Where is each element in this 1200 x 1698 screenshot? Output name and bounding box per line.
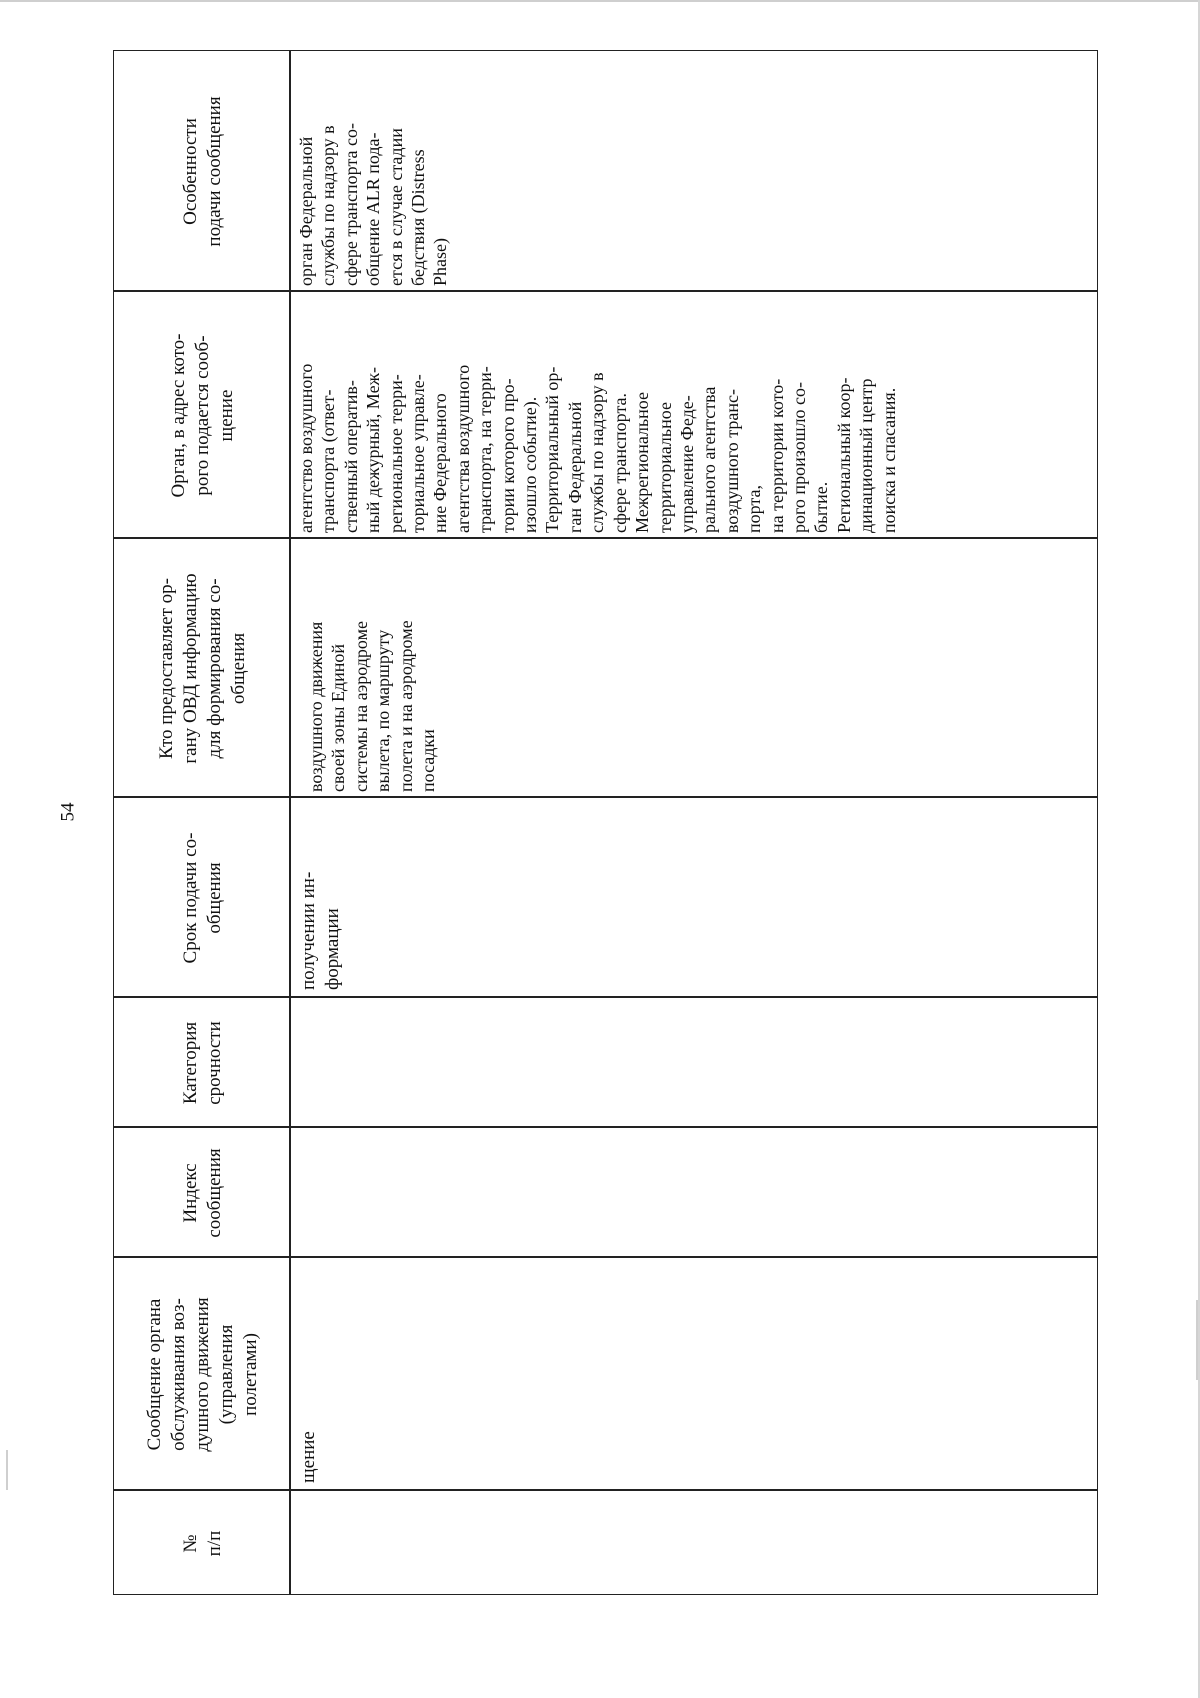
cell-text-line: службы по надзору в [587, 372, 608, 533]
cell-text-line: динационный центр [856, 378, 877, 533]
cell-text-line: получении ин- [298, 871, 319, 990]
page-number: 54 [57, 802, 78, 822]
cell-text-line: ственный оператив- [340, 380, 361, 533]
header-text-line: Сообщение органа [143, 1298, 165, 1451]
cell-message [290, 1257, 1098, 1490]
cell-text-line: агентство воздушного [296, 363, 316, 533]
cell-index [290, 1127, 1098, 1257]
cell-text-line: порта, [744, 485, 765, 533]
cell-text-line: рального агентства [699, 386, 720, 533]
header-text-line: душного движения [191, 1297, 213, 1452]
cell-num [290, 1490, 1098, 1595]
cell-text-line: вылета, по маршруту [373, 629, 394, 792]
cell-text-line: Территориальный ор- [542, 366, 563, 533]
header-text-line: срочности [203, 1021, 225, 1105]
cell-category [290, 997, 1098, 1127]
cell-text-line: изошло событие). [520, 396, 541, 533]
cell-text-line: воздушного движения [306, 621, 326, 792]
header-category [113, 997, 290, 1127]
header-index [113, 1127, 290, 1257]
header-text-line: Срок подачи со- [179, 832, 201, 964]
header-num [113, 1490, 290, 1595]
cell-text-line: ется в случае стадии [385, 128, 406, 286]
cell-text-line: посадки [418, 729, 439, 792]
cell-text-line: транспорта (ответ- [318, 389, 339, 533]
header-text-line: общения [203, 862, 225, 934]
cell-provider [290, 538, 1098, 797]
cell-text-line: Региональный коор- [833, 377, 854, 533]
cell-text-line: полета и на аэродроме [395, 620, 416, 792]
cell-text-line: территориальное [654, 402, 675, 533]
cell-text-line: Phase) [430, 238, 451, 286]
header-text-line: Индекс [179, 1163, 201, 1223]
header-text-line: обслуживания воз- [167, 1298, 189, 1451]
header-text-line: рого подается сооб- [191, 335, 213, 496]
cell-text-line: формации [322, 908, 343, 990]
header-text-line: щение [215, 389, 237, 442]
cell-text-line: своей зоны Единой [328, 644, 349, 792]
cell-text-line: ние Федерального [430, 393, 451, 533]
cell-text-line: орган Федеральной [296, 136, 316, 286]
cell-text-line: бытие. [811, 481, 832, 533]
cell-text-line: поиска и спасания. [878, 387, 899, 533]
header-text-line: для формирования со- [203, 578, 225, 759]
cell-text-line: тории которого про- [497, 378, 518, 533]
cell-text-line: агентства воздушного [452, 364, 473, 533]
cell-text-line: щение [298, 1431, 319, 1483]
header-text-line: п/п [203, 1530, 225, 1557]
header-text-line: Категория [179, 1021, 201, 1105]
cell-text-line: управление Феде- [676, 395, 697, 533]
header-provider [113, 538, 290, 797]
header-deadline [113, 797, 290, 997]
cell-text-line: ториальное управле- [408, 374, 429, 533]
cell-text-line: региональное терри- [385, 374, 406, 533]
header-text-line: Особенности [179, 118, 201, 225]
scan-edge-top [0, 0, 1200, 2]
header-text-line: сообщения [203, 1148, 225, 1238]
cell-text-line: транспорта, на терри- [475, 366, 496, 533]
cell-text-line: бедствия (Distress [408, 149, 429, 286]
header-text-line: Орган, в адрес кото- [167, 333, 189, 498]
cell-text-line: рого произошло со- [788, 381, 809, 533]
scan-speck [1196, 1300, 1198, 1380]
header-text-line: общения [227, 632, 249, 705]
header-text-line: Кто предоставляет ор- [155, 578, 177, 759]
cell-text-line: сфере транспорта со- [340, 122, 361, 286]
cell-text-line: ган Федеральной [564, 401, 585, 533]
cell-features [290, 50, 1098, 291]
cell-text-line: ный дежурный, Меж- [363, 367, 384, 533]
scan-speck [6, 1450, 8, 1490]
header-recipient [113, 291, 290, 538]
cell-text-line: системы на аэродроме [350, 621, 371, 792]
header-text-line: гану ОВД информацию [179, 573, 201, 764]
header-text-line: подачи сообщения [203, 96, 225, 247]
header-text-line: полетами) [239, 1333, 261, 1416]
header-text-line: № [179, 1534, 201, 1553]
cell-text-line: воздушного транс- [721, 389, 742, 533]
header-message [113, 1257, 290, 1490]
cell-text-line: Межрегиональное [632, 391, 653, 533]
header-features [113, 50, 290, 291]
cell-recipient [290, 291, 1098, 538]
cell-deadline [290, 797, 1098, 997]
cell-text-line: сфере транспорта. [609, 392, 630, 533]
header-text-line: (управления [215, 1324, 237, 1425]
cell-text-line: службы по надзору в [318, 125, 339, 286]
cell-text-line: на территории кото- [766, 378, 787, 533]
cell-text-line: общение ALR пода- [363, 132, 384, 286]
